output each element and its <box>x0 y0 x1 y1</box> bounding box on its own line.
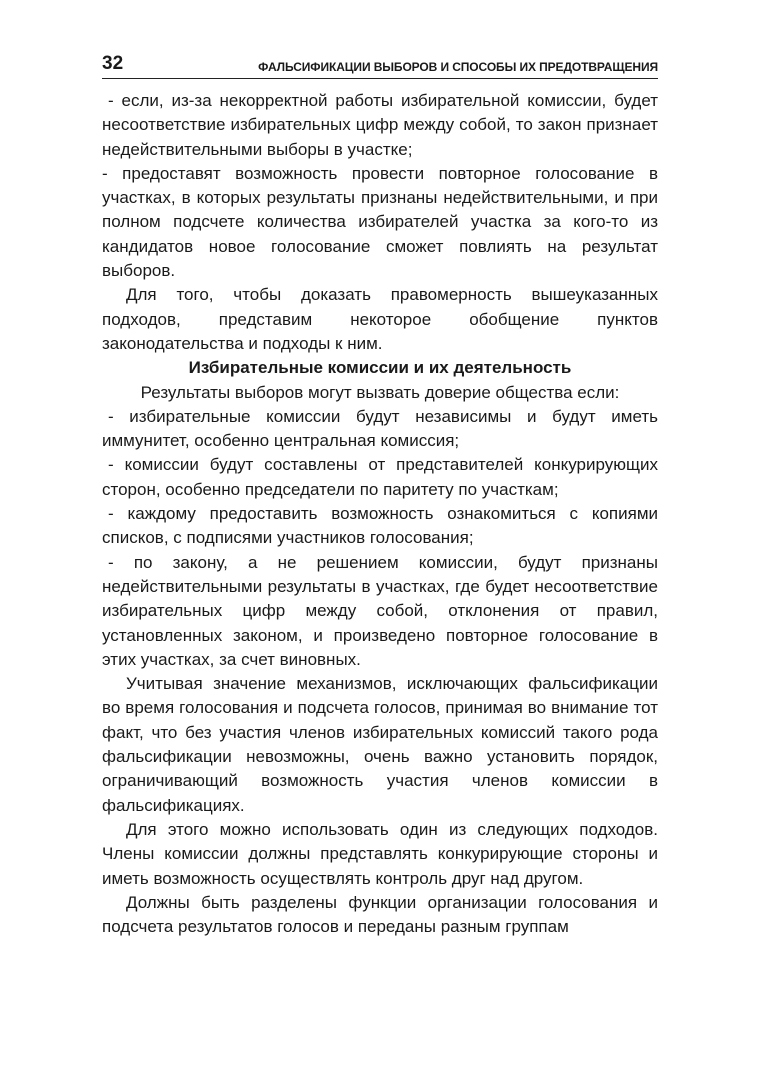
paragraph: - если, из-за некорректной работы избирательной комиссии, будет несоответствие избирательных цифр между собой, то закон признает недействительными выборы в участке; <box>102 91 658 159</box>
paragraph: - по закону, а не решением комиссии, будут признаны недействительными результаты в участках, где будет несоответствие избирательных цифр между собой, отклонения от правил, установленных законом, и произведено повторное голосование в этих участках, за счет виновных. <box>102 552 658 669</box>
section-heading: Избирательные комиссии и их деятельность <box>188 358 572 378</box>
paragraph: Для этого можно использовать один из следующих подходов. Члены комиссии должны представлять конкурирующие стороны и иметь возможность осуществлять контроль друг над другом. <box>102 819 658 888</box>
paragraph: - предоставят возможность провести повторное голосование в участках, в которых результаты признаны недействительными, и при полном подсчете количества избирателей участка за кого-то из кандидатов новое голосование сможет повлиять на результат выборов. <box>102 163 658 281</box>
paragraph: Результаты выборов могут вызвать доверие общества если: <box>140 382 620 402</box>
paragraph: Должны быть разделены функции организации голосования и подсчета результатов голосов и переданы разным группам <box>102 892 658 937</box>
page-number: 32 <box>102 53 124 74</box>
page-header <box>102 48 658 79</box>
paragraph: - комиссии будут составлены от представителей конкурирующих сторон, особенно председатели по паритету по участкам; <box>102 455 658 499</box>
running-title: ФАЛЬСИФИКАЦИИ ВЫБОРОВ И СПОСОБЫ ИХ ПРЕДОТВРАЩЕНИЯ <box>258 60 658 74</box>
document-page <box>102 48 658 939</box>
paragraph: - каждому предоставить возможность ознакомиться с копиями списков, с подписями участников голосования; <box>102 504 658 548</box>
page-body <box>102 89 658 939</box>
paragraph: - избирательные комиссии будут независимы и будут иметь иммунитет, особенно центральная комиссия; <box>102 406 658 451</box>
paragraph: Учитывая значение механизмов, исключающих фальсификации во время голосования и подсчета голосов, принимая во внимание тот факт, что без участия членов избирательных комиссий такого рода фальсификации невозможны, очень важно установить порядок, ограничивающий возможность участия членов комиссии в фальсификациях. <box>102 674 658 815</box>
paragraph: Для того, чтобы доказать правомерность вышеуказанных подходов, представим некоторое обобщение пунктов законодательства и подходы к ним. <box>102 285 658 353</box>
